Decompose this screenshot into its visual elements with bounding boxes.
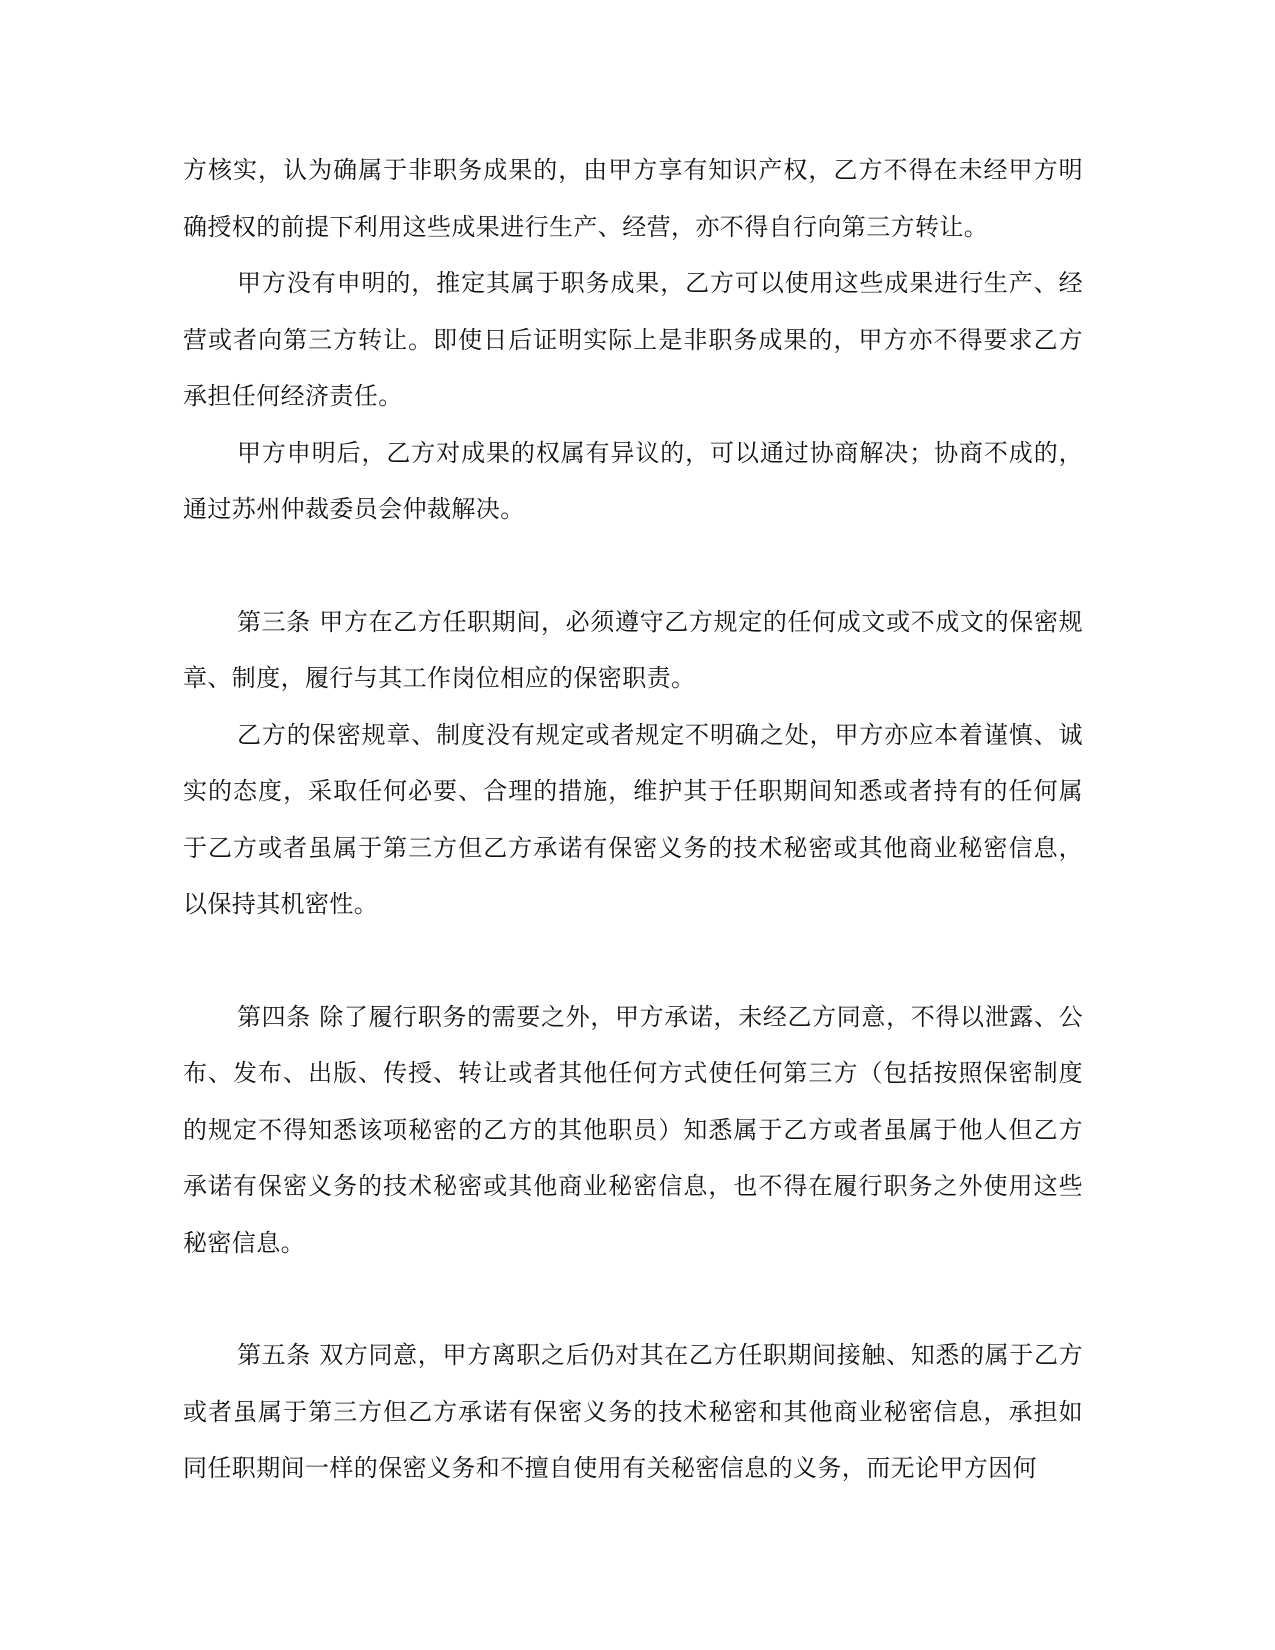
paragraph-gap	[183, 538, 1083, 594]
paragraph-article-5: 第五条 双方同意，甲方离职之后仍对其在乙方任职期间接触、知悉的属于乙方或者虽属于第三方但乙方承诺有保密义务的技术秘密和其他商业秘密信息，承担如同任职期间一样的保密义务和不擅自使用有关秘密信息的义务，而无论甲方因何	[183, 1341, 1083, 1482]
paragraph-article-3-supplement: 乙方的保密规章、制度没有规定或者规定不明确之处，甲方亦应本着谨慎、诚实的态度，采取任何必要、合理的措施，维护其于任职期间知悉或者持有的任何属于乙方或者虽属于第三方但乙方承诺有保密义务的技术秘密或其他商业秘密信息，以保持其机密性。	[183, 720, 1083, 918]
document-body	[183, 142, 1083, 1497]
paragraph-article-4: 第四条 除了履行职务的需要之外，甲方承诺，未经乙方同意，不得以泄露、公布、发布、出版、传授、转让或者其他任何方式使任何第三方（包括按照保密制度的规定不得知悉该项秘密的乙方的其他职员）知悉属于乙方或者虽属于他人但乙方承诺有保密义务的技术秘密或其他商业秘密信息，也不得在履行职务之外使用这些秘密信息。	[183, 1002, 1083, 1257]
paragraph-undeclared-results: 甲方没有申明的，推定其属于职务成果，乙方可以使用这些成果进行生产、经营或者向第三方转让。即使日后证明实际上是非职务成果的，甲方亦不得要求乙方承担任何经济责任。	[183, 269, 1083, 410]
paragraph-dispute-resolution: 甲方申明后，乙方对成果的权属有异议的，可以通过协商解决；协商不成的，通过苏州仲裁委员会仲裁解决。	[183, 438, 1083, 523]
paragraph-article-3: 第三条 甲方在乙方任职期间，必须遵守乙方规定的任何成文或不成文的保密规章、制度，履行与其工作岗位相应的保密职责。	[183, 607, 1083, 692]
paragraph-gap	[183, 1271, 1083, 1327]
paragraph-continuation: 方核实，认为确属于非职务成果的，由甲方享有知识产权，乙方不得在未经甲方明确授权的前提下利用这些成果进行生产、经营，亦不得自行向第三方转让。	[183, 156, 1083, 241]
paragraph-gap	[183, 933, 1083, 989]
